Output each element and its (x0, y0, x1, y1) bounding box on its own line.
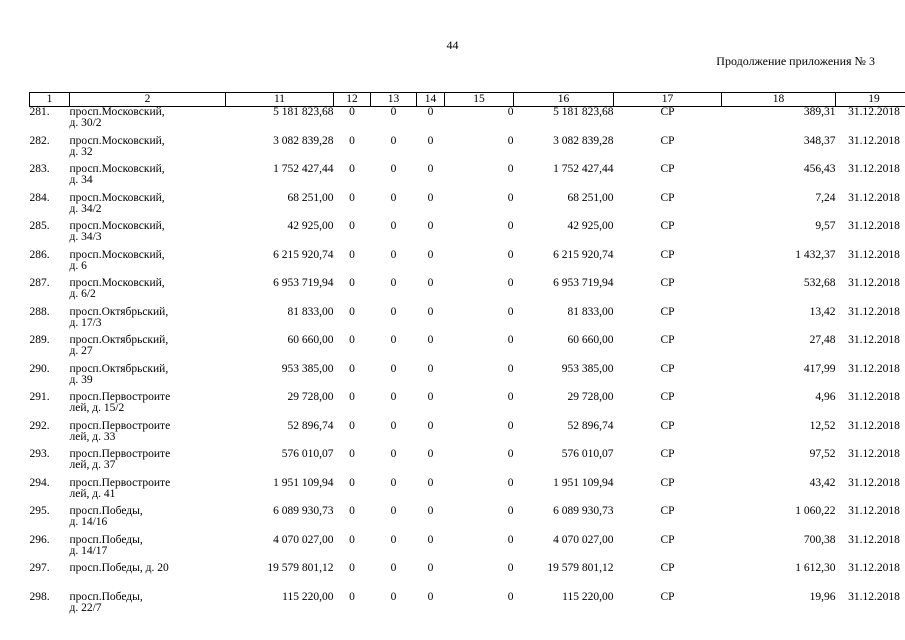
code-cell: СР (660, 277, 675, 289)
appendix-caption: Продолжение приложения № 3 (716, 54, 875, 68)
value-cell: 0 (427, 391, 434, 403)
address-line: д. 27 (69, 345, 93, 357)
row-number: 285. (29, 220, 50, 232)
value-cell: 0 (390, 448, 397, 460)
total-cell: 6 953 719,94 (553, 277, 614, 289)
value-cell: 0 (349, 419, 355, 432)
code-cell: СР (660, 419, 675, 432)
total-cell: 19 579 801,12 (547, 562, 614, 574)
value-cell: 97,52 (809, 448, 836, 460)
table-row (30, 535, 905, 564)
value-cell: 27,48 (809, 334, 836, 346)
value-cell: 0 (390, 191, 397, 204)
date-cell: 31.12.2018 (848, 476, 900, 489)
value-cell: 7,24 (815, 191, 836, 204)
value-cell: 0 (390, 106, 397, 118)
address-line: д. 22/7 (69, 601, 102, 614)
address-cell (70, 164, 226, 193)
address-cell (70, 364, 226, 393)
address-cell (70, 250, 226, 279)
total-cell: 5 181 823,68 (553, 106, 614, 118)
amount-cell: 3 082 839,28 (273, 134, 334, 147)
table-row (30, 193, 905, 222)
value-cell: 0 (507, 248, 514, 261)
value-cell: 19,96 (809, 590, 836, 603)
code-cell: СР (660, 391, 675, 403)
date-cell: 31.12.2018 (848, 191, 900, 204)
value-cell: 0 (427, 562, 434, 574)
value-cell: 0 (427, 277, 434, 289)
date-cell: 31.12.2018 (848, 106, 900, 118)
row-number: 295. (29, 505, 50, 517)
value-cell: 0 (349, 134, 355, 147)
address-cell (70, 392, 226, 421)
value-cell: 0 (390, 419, 397, 432)
address-line: д. 32 (69, 145, 93, 158)
address-line: просп.Московский, (69, 191, 165, 204)
address-cell (70, 478, 226, 507)
value-cell: 0 (390, 305, 397, 318)
address-line: просп.Победы, (69, 590, 143, 603)
row-number: 298. (29, 590, 50, 603)
date-cell: 31.12.2018 (848, 277, 900, 289)
value-cell: 0 (507, 419, 514, 432)
amount-cell: 5 181 823,68 (273, 106, 334, 118)
code-cell: СР (660, 334, 675, 346)
value-cell: 0 (390, 220, 397, 232)
column-header: 15 (445, 93, 514, 107)
total-cell: 3 082 839,28 (553, 134, 614, 147)
column-header: 17 (614, 93, 722, 107)
value-cell: 0 (507, 134, 514, 147)
code-cell: СР (660, 106, 675, 118)
value-cell: 389,31 (803, 106, 836, 118)
amount-cell: 1 752 427,44 (273, 163, 334, 175)
row-number: 291. (29, 391, 50, 403)
amount-cell: 6 089 930,73 (273, 505, 334, 517)
value-cell: 0 (390, 391, 397, 403)
total-cell: 29 728,00 (567, 391, 614, 403)
address-line: просп.Московский, (69, 163, 165, 175)
value-cell: 0 (349, 448, 355, 460)
value-cell: 0 (349, 391, 355, 403)
total-cell: 1 951 109,94 (553, 476, 614, 489)
value-cell: 0 (390, 362, 397, 375)
value-cell: 0 (390, 562, 397, 574)
value-cell: 0 (427, 419, 434, 432)
table-row (30, 307, 905, 336)
code-cell: СР (660, 448, 675, 460)
value-cell: 0 (390, 476, 397, 489)
page-number: 44 (446, 38, 459, 52)
table-row (30, 421, 905, 450)
value-cell: 417,99 (803, 362, 836, 375)
address-cell (70, 535, 226, 564)
address-line: д. 39 (69, 373, 93, 386)
value-cell: 0 (390, 334, 397, 346)
value-cell: 12,52 (809, 419, 836, 432)
address-line: просп.Московский, (69, 134, 165, 147)
value-cell: 1 612,30 (795, 562, 836, 574)
value-cell: 0 (390, 505, 397, 517)
value-cell: 0 (507, 334, 514, 346)
address-line: д. 6/2 (69, 288, 96, 300)
value-cell: 0 (349, 590, 355, 603)
value-cell: 0 (427, 334, 434, 346)
column-header: 12 (334, 93, 371, 107)
value-cell: 0 (507, 590, 514, 603)
code-cell: СР (660, 191, 675, 204)
value-cell: 0 (507, 191, 514, 204)
table-row (30, 364, 905, 393)
amount-cell: 576 010,07 (281, 448, 334, 460)
value-cell: 0 (507, 533, 514, 546)
total-cell: 52 896,74 (567, 419, 614, 432)
address-cell (70, 136, 226, 165)
column-header: 2 (70, 93, 226, 107)
address-line: д. 6 (69, 259, 87, 272)
value-cell: 0 (390, 248, 397, 261)
date-cell: 31.12.2018 (848, 248, 900, 261)
value-cell: 0 (349, 505, 355, 517)
value-cell: 0 (390, 533, 397, 546)
total-cell: 576 010,07 (561, 448, 614, 460)
value-cell: 0 (349, 562, 355, 574)
value-cell: 0 (507, 562, 514, 574)
value-cell: 0 (507, 163, 514, 175)
value-cell: 456,43 (803, 163, 836, 175)
row-number: 287. (29, 277, 50, 289)
row-number: 297. (29, 562, 50, 574)
row-number: 293. (29, 448, 50, 460)
value-cell: 0 (427, 533, 434, 546)
amount-cell: 115 220,00 (282, 590, 334, 603)
value-cell: 0 (427, 448, 434, 460)
table-row (30, 478, 905, 507)
table-row (30, 164, 905, 193)
value-cell: 348,37 (803, 134, 836, 147)
table-body (30, 107, 905, 614)
row-number: 289. (29, 334, 50, 346)
code-cell: СР (660, 476, 675, 489)
total-cell: 6 089 930,73 (553, 505, 614, 517)
amount-cell: 6 953 719,94 (273, 277, 334, 289)
table-row (30, 136, 905, 165)
address-cell (70, 307, 226, 336)
date-cell: 31.12.2018 (848, 220, 900, 232)
value-cell: 0 (507, 106, 514, 118)
address-line: лей, д. 15/2 (69, 402, 125, 414)
date-cell: 31.12.2018 (848, 562, 900, 574)
value-cell: 0 (427, 163, 434, 175)
column-header: 16 (514, 93, 614, 107)
value-cell: 0 (427, 305, 434, 318)
row-number: 282. (29, 134, 50, 147)
total-cell: 953 385,00 (561, 362, 614, 375)
address-line: просп.Октябрьский, (69, 305, 169, 318)
value-cell: 0 (507, 220, 514, 232)
address-line: просп.Октябрьский, (69, 362, 169, 375)
address-line: просп.Победы, д. 20 (69, 562, 169, 574)
date-cell: 31.12.2018 (848, 362, 900, 375)
value-cell: 1 432,37 (795, 248, 836, 261)
amount-cell: 81 833,00 (287, 305, 334, 318)
code-cell: СР (660, 590, 675, 603)
value-cell: 0 (349, 163, 355, 175)
total-cell: 115 220,00 (562, 590, 614, 603)
code-cell: СР (660, 305, 675, 318)
date-cell: 31.12.2018 (848, 419, 900, 432)
total-cell: 4 070 027,00 (553, 533, 614, 546)
address-line: д. 17/3 (69, 316, 102, 329)
table-row (30, 563, 905, 592)
amount-cell: 60 660,00 (287, 334, 334, 346)
date-cell: 31.12.2018 (848, 533, 900, 546)
amount-cell: 68 251,00 (287, 191, 334, 204)
address-line: просп.Первостроите (69, 448, 171, 460)
code-cell: СР (660, 163, 675, 175)
value-cell: 0 (349, 191, 355, 204)
value-cell: 0 (349, 106, 355, 118)
table-row (30, 278, 905, 307)
date-cell: 31.12.2018 (848, 590, 900, 603)
value-cell: 0 (427, 220, 434, 232)
date-cell: 31.12.2018 (848, 134, 900, 147)
table-row (30, 250, 905, 279)
data-table (29, 92, 905, 614)
row-number: 290. (29, 362, 50, 375)
value-cell: 0 (507, 448, 514, 460)
value-cell: 0 (390, 163, 397, 175)
address-line: д. 34/2 (69, 202, 102, 215)
value-cell: 0 (427, 362, 434, 375)
amount-cell: 52 896,74 (287, 419, 334, 432)
value-cell: 0 (349, 476, 355, 489)
amount-cell: 4 070 027,00 (273, 533, 334, 546)
value-cell: 0 (349, 334, 355, 346)
total-cell: 1 752 427,44 (553, 163, 614, 175)
row-number: 283. (29, 163, 50, 175)
value-cell: 4,96 (815, 391, 836, 403)
column-header: 1 (30, 93, 70, 107)
value-cell: 0 (507, 277, 514, 289)
code-cell: СР (660, 505, 675, 517)
total-cell: 42 925,00 (567, 220, 614, 232)
value-cell: 9,57 (815, 220, 836, 232)
value-cell: 0 (427, 106, 434, 118)
address-cell (70, 221, 226, 250)
address-line: д. 14/16 (69, 516, 108, 528)
code-cell: СР (660, 134, 675, 147)
date-cell: 31.12.2018 (848, 448, 900, 460)
address-line: лей, д. 41 (69, 487, 116, 500)
address-cell (70, 107, 226, 136)
table-row (30, 449, 905, 478)
value-cell: 0 (507, 391, 514, 403)
code-cell: СР (660, 562, 675, 574)
address-line: просп.Первостроите (69, 391, 171, 403)
address-line: д. 34/3 (69, 231, 102, 243)
value-cell: 0 (427, 476, 434, 489)
row-number: 296. (29, 533, 50, 546)
address-line: просп.Победы, (69, 533, 143, 546)
amount-cell: 42 925,00 (287, 220, 334, 232)
address-line: лей, д. 33 (69, 430, 116, 443)
address-line: просп.Первостроите (69, 419, 171, 432)
address-cell (70, 278, 226, 307)
address-line: просп.Московский, (69, 220, 165, 232)
address-cell (70, 421, 226, 450)
column-header: 18 (722, 93, 836, 107)
address-cell (70, 449, 226, 478)
row-number: 288. (29, 305, 50, 318)
value-cell: 43,42 (809, 476, 836, 489)
table-row (30, 107, 905, 136)
value-cell: 0 (349, 533, 355, 546)
code-cell: СР (660, 220, 675, 232)
value-cell: 0 (507, 505, 514, 517)
amount-cell: 29 728,00 (287, 391, 334, 403)
row-number: 286. (29, 248, 50, 261)
value-cell: 1 060,22 (795, 505, 836, 517)
value-cell: 0 (507, 362, 514, 375)
address-line: д. 34 (69, 174, 93, 186)
date-cell: 31.12.2018 (848, 163, 900, 175)
total-cell: 60 660,00 (567, 334, 614, 346)
value-cell: 0 (390, 277, 397, 289)
address-line: просп.Победы, (69, 505, 143, 517)
date-cell: 31.12.2018 (848, 334, 900, 346)
row-number: 292. (29, 419, 50, 432)
address-line: д. 14/17 (69, 544, 108, 557)
total-cell: 6 215 920,74 (553, 248, 614, 261)
value-cell: 0 (507, 476, 514, 489)
row-number: 281. (29, 106, 50, 118)
total-cell: 81 833,00 (567, 305, 614, 318)
table-row (30, 335, 905, 364)
column-header: 11 (226, 93, 334, 107)
code-cell: СР (660, 533, 675, 546)
address-line: просп.Московский, (69, 277, 165, 289)
address-cell (70, 335, 226, 364)
table-row (30, 592, 905, 614)
table-header-row (30, 93, 905, 107)
value-cell: 0 (427, 248, 434, 261)
address-cell (70, 506, 226, 535)
value-cell: 532,68 (803, 277, 836, 289)
address-cell (70, 592, 226, 614)
address-cell (70, 193, 226, 222)
address-line: д. 30/2 (69, 117, 102, 129)
value-cell: 0 (427, 505, 434, 517)
amount-cell: 19 579 801,12 (267, 562, 334, 574)
value-cell: 0 (507, 305, 514, 318)
value-cell: 0 (427, 191, 434, 204)
value-cell: 0 (427, 590, 434, 603)
address-line: просп.Московский, (69, 248, 165, 261)
column-header: 14 (417, 93, 445, 107)
value-cell: 0 (349, 277, 355, 289)
value-cell: 0 (349, 305, 355, 318)
row-number: 284. (29, 191, 50, 204)
date-cell: 31.12.2018 (848, 305, 900, 318)
date-cell: 31.12.2018 (848, 391, 900, 403)
value-cell: 0 (390, 590, 397, 603)
table-row (30, 221, 905, 250)
code-cell: СР (660, 248, 675, 261)
address-line: лей, д. 37 (69, 459, 116, 471)
row-number: 294. (29, 476, 50, 489)
value-cell: 0 (349, 248, 355, 261)
total-cell: 68 251,00 (567, 191, 614, 204)
address-line: просп.Первостроите (69, 476, 171, 489)
date-cell: 31.12.2018 (848, 505, 900, 517)
code-cell: СР (660, 362, 675, 375)
address-line: просп.Октябрьский, (69, 334, 169, 346)
value-cell: 0 (427, 134, 434, 147)
value-cell: 0 (349, 362, 355, 375)
amount-cell: 6 215 920,74 (273, 248, 334, 261)
value-cell: 0 (390, 134, 397, 147)
value-cell: 13,42 (809, 305, 836, 318)
table-row (30, 506, 905, 535)
table-row (30, 392, 905, 421)
amount-cell: 1 951 109,94 (273, 476, 334, 489)
address-cell (70, 563, 226, 592)
address-line: просп.Московский, (69, 106, 165, 118)
column-header: 13 (371, 93, 417, 107)
value-cell: 700,38 (803, 533, 836, 546)
column-header: 19 (836, 93, 905, 107)
value-cell: 0 (349, 220, 355, 232)
amount-cell: 953 385,00 (281, 362, 334, 375)
